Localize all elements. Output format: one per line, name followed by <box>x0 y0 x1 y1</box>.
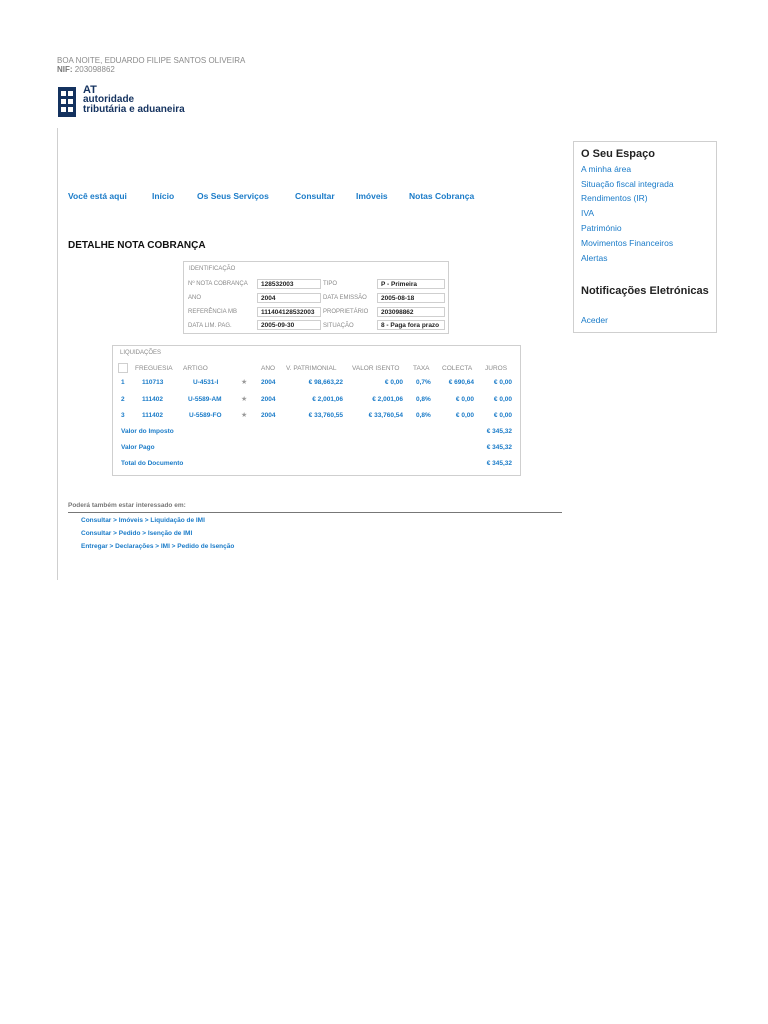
breadcrumb-inicio[interactable]: Início <box>152 191 175 201</box>
at-logo-icon <box>57 85 79 119</box>
sidebar <box>573 141 717 333</box>
identificacao-panel <box>183 261 449 334</box>
row-taxa: 0,8% <box>416 412 431 419</box>
row-number: 3 <box>121 412 125 419</box>
logo-at: AT <box>83 84 97 96</box>
breadcrumb-servicos[interactable]: Os Seus Serviços <box>197 191 269 201</box>
nota-value: 128532003 <box>257 279 321 289</box>
at-logo[interactable] <box>57 85 185 119</box>
logo-line1: autoridade <box>83 94 135 105</box>
valor-imposto-label: Valor do Imposto <box>121 428 174 435</box>
breadcrumb-consultar[interactable]: Consultar <box>295 191 335 201</box>
row-juros: € 0,00 <box>493 396 512 403</box>
related-title: Poderá também estar interessado em: <box>68 502 186 509</box>
row-number: 2 <box>121 396 125 403</box>
row-artigo[interactable]: U-5589-AM <box>188 396 222 403</box>
liquidacoes-header: LIQUIDAÇÕES <box>120 350 162 356</box>
situacao-value: 8 - Paga fora prazo <box>377 320 445 330</box>
total-label: Total do Documento <box>121 460 184 467</box>
row-juros: € 0,00 <box>493 412 512 419</box>
col-artigo: ARTIGO <box>183 365 208 372</box>
related-link-liquidacao-imi[interactable]: Consultar > Imóveis > Liquidação de IMI <box>81 517 205 524</box>
related-divider <box>68 512 562 513</box>
row-ano: 2004 <box>261 379 276 386</box>
col-ano: ANO <box>261 365 276 372</box>
row-juros: € 0,00 <box>493 379 512 386</box>
sidebar-title: O Seu Espaço <box>581 148 655 160</box>
valor-pago-value: € 345,32 <box>486 444 512 451</box>
star-icon[interactable]: ★ <box>241 396 248 403</box>
row-number: 1 <box>121 379 125 386</box>
breadcrumb-here: Você está aqui <box>68 191 127 201</box>
nif-value: 203098862 <box>74 65 115 74</box>
row-vpatrimonial: € 2,001,06 <box>312 396 343 403</box>
datalim-value: 2005-09-30 <box>257 320 321 330</box>
sidebar-item-patrimonio[interactable]: Património <box>581 223 622 233</box>
left-divider <box>57 128 58 580</box>
row-vpatrimonial: € 98,663,22 <box>308 379 343 386</box>
logo-line2: tributária e aduaneira <box>83 104 185 115</box>
sidebar-item-alertas[interactable]: Alertas <box>581 253 608 263</box>
prop-label: PROPRIETÁRIO <box>323 309 369 315</box>
sidebar-item-minha-area[interactable]: A minha área <box>581 164 632 174</box>
row-colecta: € 0,00 <box>455 412 474 419</box>
related-link-isencao-imi[interactable]: Consultar > Pedido > Isenção de IMI <box>81 530 193 537</box>
select-all-checkbox[interactable] <box>118 363 128 373</box>
breadcrumb-imoveis[interactable]: Imóveis <box>356 191 388 201</box>
total-value: € 345,32 <box>486 460 512 467</box>
row-ano: 2004 <box>261 396 276 403</box>
col-juros: JUROS <box>485 365 508 372</box>
row-taxa: 0,7% <box>416 379 431 386</box>
prop-value: 203098862 <box>377 307 445 317</box>
col-taxa: TAXA <box>413 365 430 372</box>
sidebar-item-rendimentos[interactable]: Rendimentos (IR) <box>581 193 648 203</box>
emissao-label: DATA EMISSÃO <box>323 295 367 301</box>
sidebar-item-iva[interactable]: IVA <box>581 208 595 218</box>
star-icon[interactable]: ★ <box>241 412 248 419</box>
identificacao-header: IDENTIFICAÇÃO <box>189 266 236 272</box>
page-title: DETALHE NOTA COBRANÇA <box>68 240 206 251</box>
row-colecta: € 0,00 <box>455 396 474 403</box>
row-artigo[interactable]: U-4531-I <box>193 379 219 386</box>
ano-value: 2004 <box>257 293 321 303</box>
sidebar-item-movimentos[interactable]: Movimentos Financeiros <box>581 238 674 248</box>
valor-pago-label: Valor Pago <box>121 444 155 451</box>
notifications-link[interactable]: Aceder <box>581 315 608 325</box>
row-freguesia[interactable]: 111402 <box>142 412 163 419</box>
greeting <box>57 56 245 74</box>
tipo-value: P - Primeira <box>377 279 445 289</box>
col-colecta: COLECTA <box>442 365 473 372</box>
col-freguesia: FREGUESIA <box>135 365 173 372</box>
emissao-value: 2005-08-18 <box>377 293 445 303</box>
row-valor-isento: € 0,00 <box>384 379 403 386</box>
ano-label: ANO <box>188 295 202 301</box>
situacao-label: SITUAÇÃO <box>323 323 354 329</box>
related-link-pedido-isencao[interactable]: Entregar > Declarações > IMI > Pedido de Isenção <box>81 543 235 550</box>
nif-label: NIF: <box>57 65 73 74</box>
ref-value: 111404128532003 <box>257 307 321 317</box>
notifications-title: Notificações Eletrónicas <box>581 285 709 297</box>
row-valor-isento: € 33,760,54 <box>368 412 403 419</box>
row-taxa: 0,8% <box>416 396 431 403</box>
row-freguesia[interactable]: 110713 <box>142 379 164 386</box>
row-valor-isento: € 2,001,06 <box>372 396 403 403</box>
ref-label: REFERÊNCIA MB <box>188 309 238 315</box>
nota-label: Nº NOTA COBRANÇA <box>188 281 248 287</box>
row-artigo[interactable]: U-5589-FO <box>189 412 222 419</box>
row-colecta: € 690,64 <box>448 379 474 386</box>
row-vpatrimonial: € 33,760,55 <box>308 412 343 419</box>
greeting-text: BOA NOITE, EDUARDO FILIPE SANTOS OLIVEIRA <box>57 56 246 65</box>
valor-imposto-value: € 345,32 <box>486 428 512 435</box>
col-vpatrimonial: V. PATRIMONIAL <box>286 365 337 372</box>
sidebar-item-situacao-fiscal[interactable]: Situação fiscal integrada <box>581 179 674 189</box>
liquidacoes-panel <box>112 345 521 476</box>
star-icon[interactable]: ★ <box>241 379 248 386</box>
row-freguesia[interactable]: 111402 <box>142 396 163 403</box>
tipo-label: TIPO <box>323 281 338 287</box>
datalim-label: DATA LIM. PAG. <box>188 323 232 329</box>
col-valor-isento: VALOR ISENTO <box>352 365 400 372</box>
row-ano: 2004 <box>261 412 276 419</box>
breadcrumb-notas[interactable]: Notas Cobrança <box>409 191 475 201</box>
